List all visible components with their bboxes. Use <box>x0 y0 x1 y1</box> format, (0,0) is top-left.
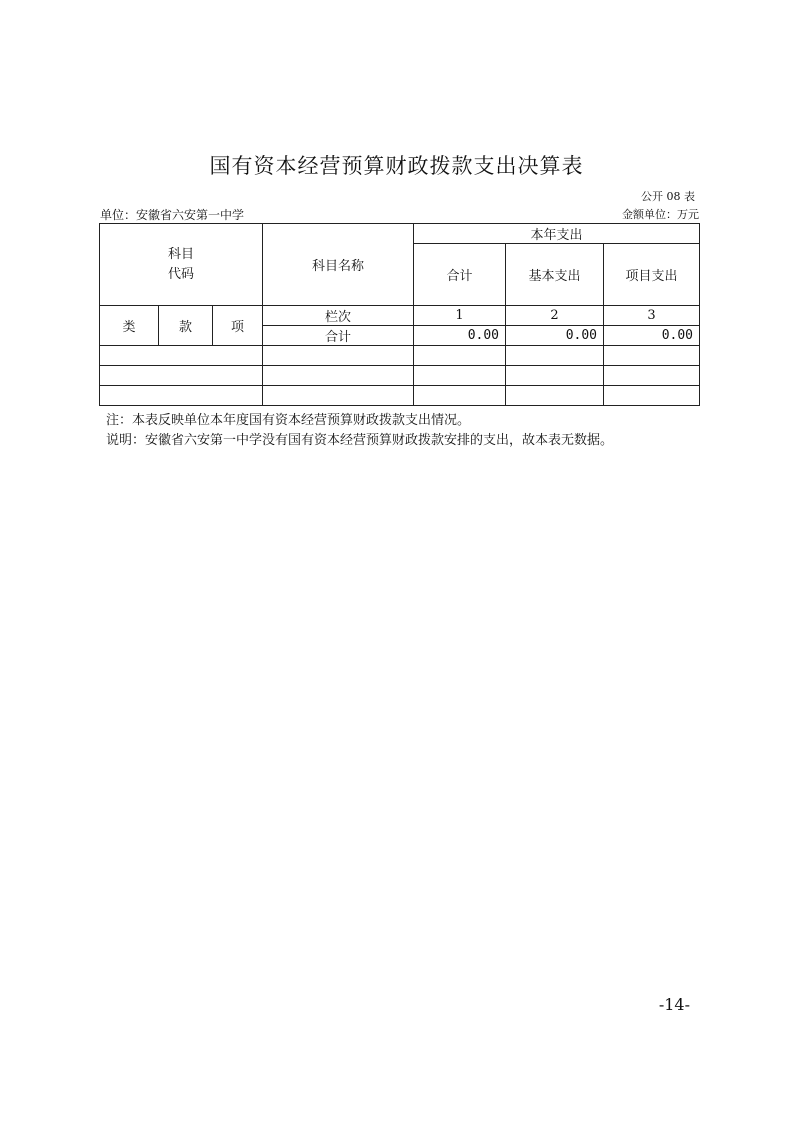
empty-cell <box>414 346 506 366</box>
empty-cell <box>100 346 263 366</box>
total-row-total: 0.00 <box>414 326 506 346</box>
notes <box>106 411 613 451</box>
subject-code-line2: 代码 <box>168 266 195 282</box>
column-index-label: 栏次 <box>263 306 414 326</box>
subject-code-header <box>100 224 263 306</box>
table-row <box>100 346 700 366</box>
table-row <box>100 386 700 406</box>
subject-name-header: 科目名称 <box>263 224 414 306</box>
form-number: 公开 08 表 <box>641 190 695 203</box>
basic-expense-header: 基本支出 <box>506 244 604 306</box>
section-header: 款 <box>159 306 213 346</box>
item-header: 项 <box>213 306 263 346</box>
total-row-basic: 0.00 <box>506 326 604 346</box>
empty-cell <box>604 386 700 406</box>
unit-label: 单位：安徽省六安第一中学 <box>100 208 245 222</box>
empty-cell <box>414 366 506 386</box>
amount-unit: 金额单位：万元 <box>622 208 699 221</box>
current-year-expense-header: 本年支出 <box>414 224 700 244</box>
empty-cell <box>263 386 414 406</box>
unit-line <box>100 206 699 222</box>
total-row-project: 0.00 <box>604 326 700 346</box>
empty-cell <box>506 346 604 366</box>
explanation-text: 说明：安徽省六安第一中学没有国有资本经营预算财政拨款安排的支出，故本表无数据。 <box>106 433 614 448</box>
column-index-3: 3 <box>604 306 700 326</box>
table-row <box>100 366 700 386</box>
empty-cell <box>604 346 700 366</box>
page-title: 国有资本经营预算财政拨款支出决算表 <box>209 154 584 178</box>
note-text: 注：本表反映单位本年度国有资本经营预算财政拨款支出情况。 <box>106 413 471 428</box>
total-header: 合计 <box>414 244 506 306</box>
category-header: 类 <box>100 306 159 346</box>
empty-cell <box>263 366 414 386</box>
column-index-2: 2 <box>506 306 604 326</box>
total-row-label: 合计 <box>263 326 414 346</box>
empty-cell <box>414 386 506 406</box>
empty-cell <box>100 386 263 406</box>
expense-table <box>99 223 700 406</box>
page-number: -14- <box>658 995 690 1014</box>
subject-code-line1: 科目 <box>168 246 195 262</box>
empty-cell <box>506 386 604 406</box>
empty-cell <box>100 366 263 386</box>
column-index-1: 1 <box>414 306 506 326</box>
empty-cell <box>263 346 414 366</box>
project-expense-header: 项目支出 <box>604 244 700 306</box>
empty-cell <box>506 366 604 386</box>
empty-cell <box>604 366 700 386</box>
